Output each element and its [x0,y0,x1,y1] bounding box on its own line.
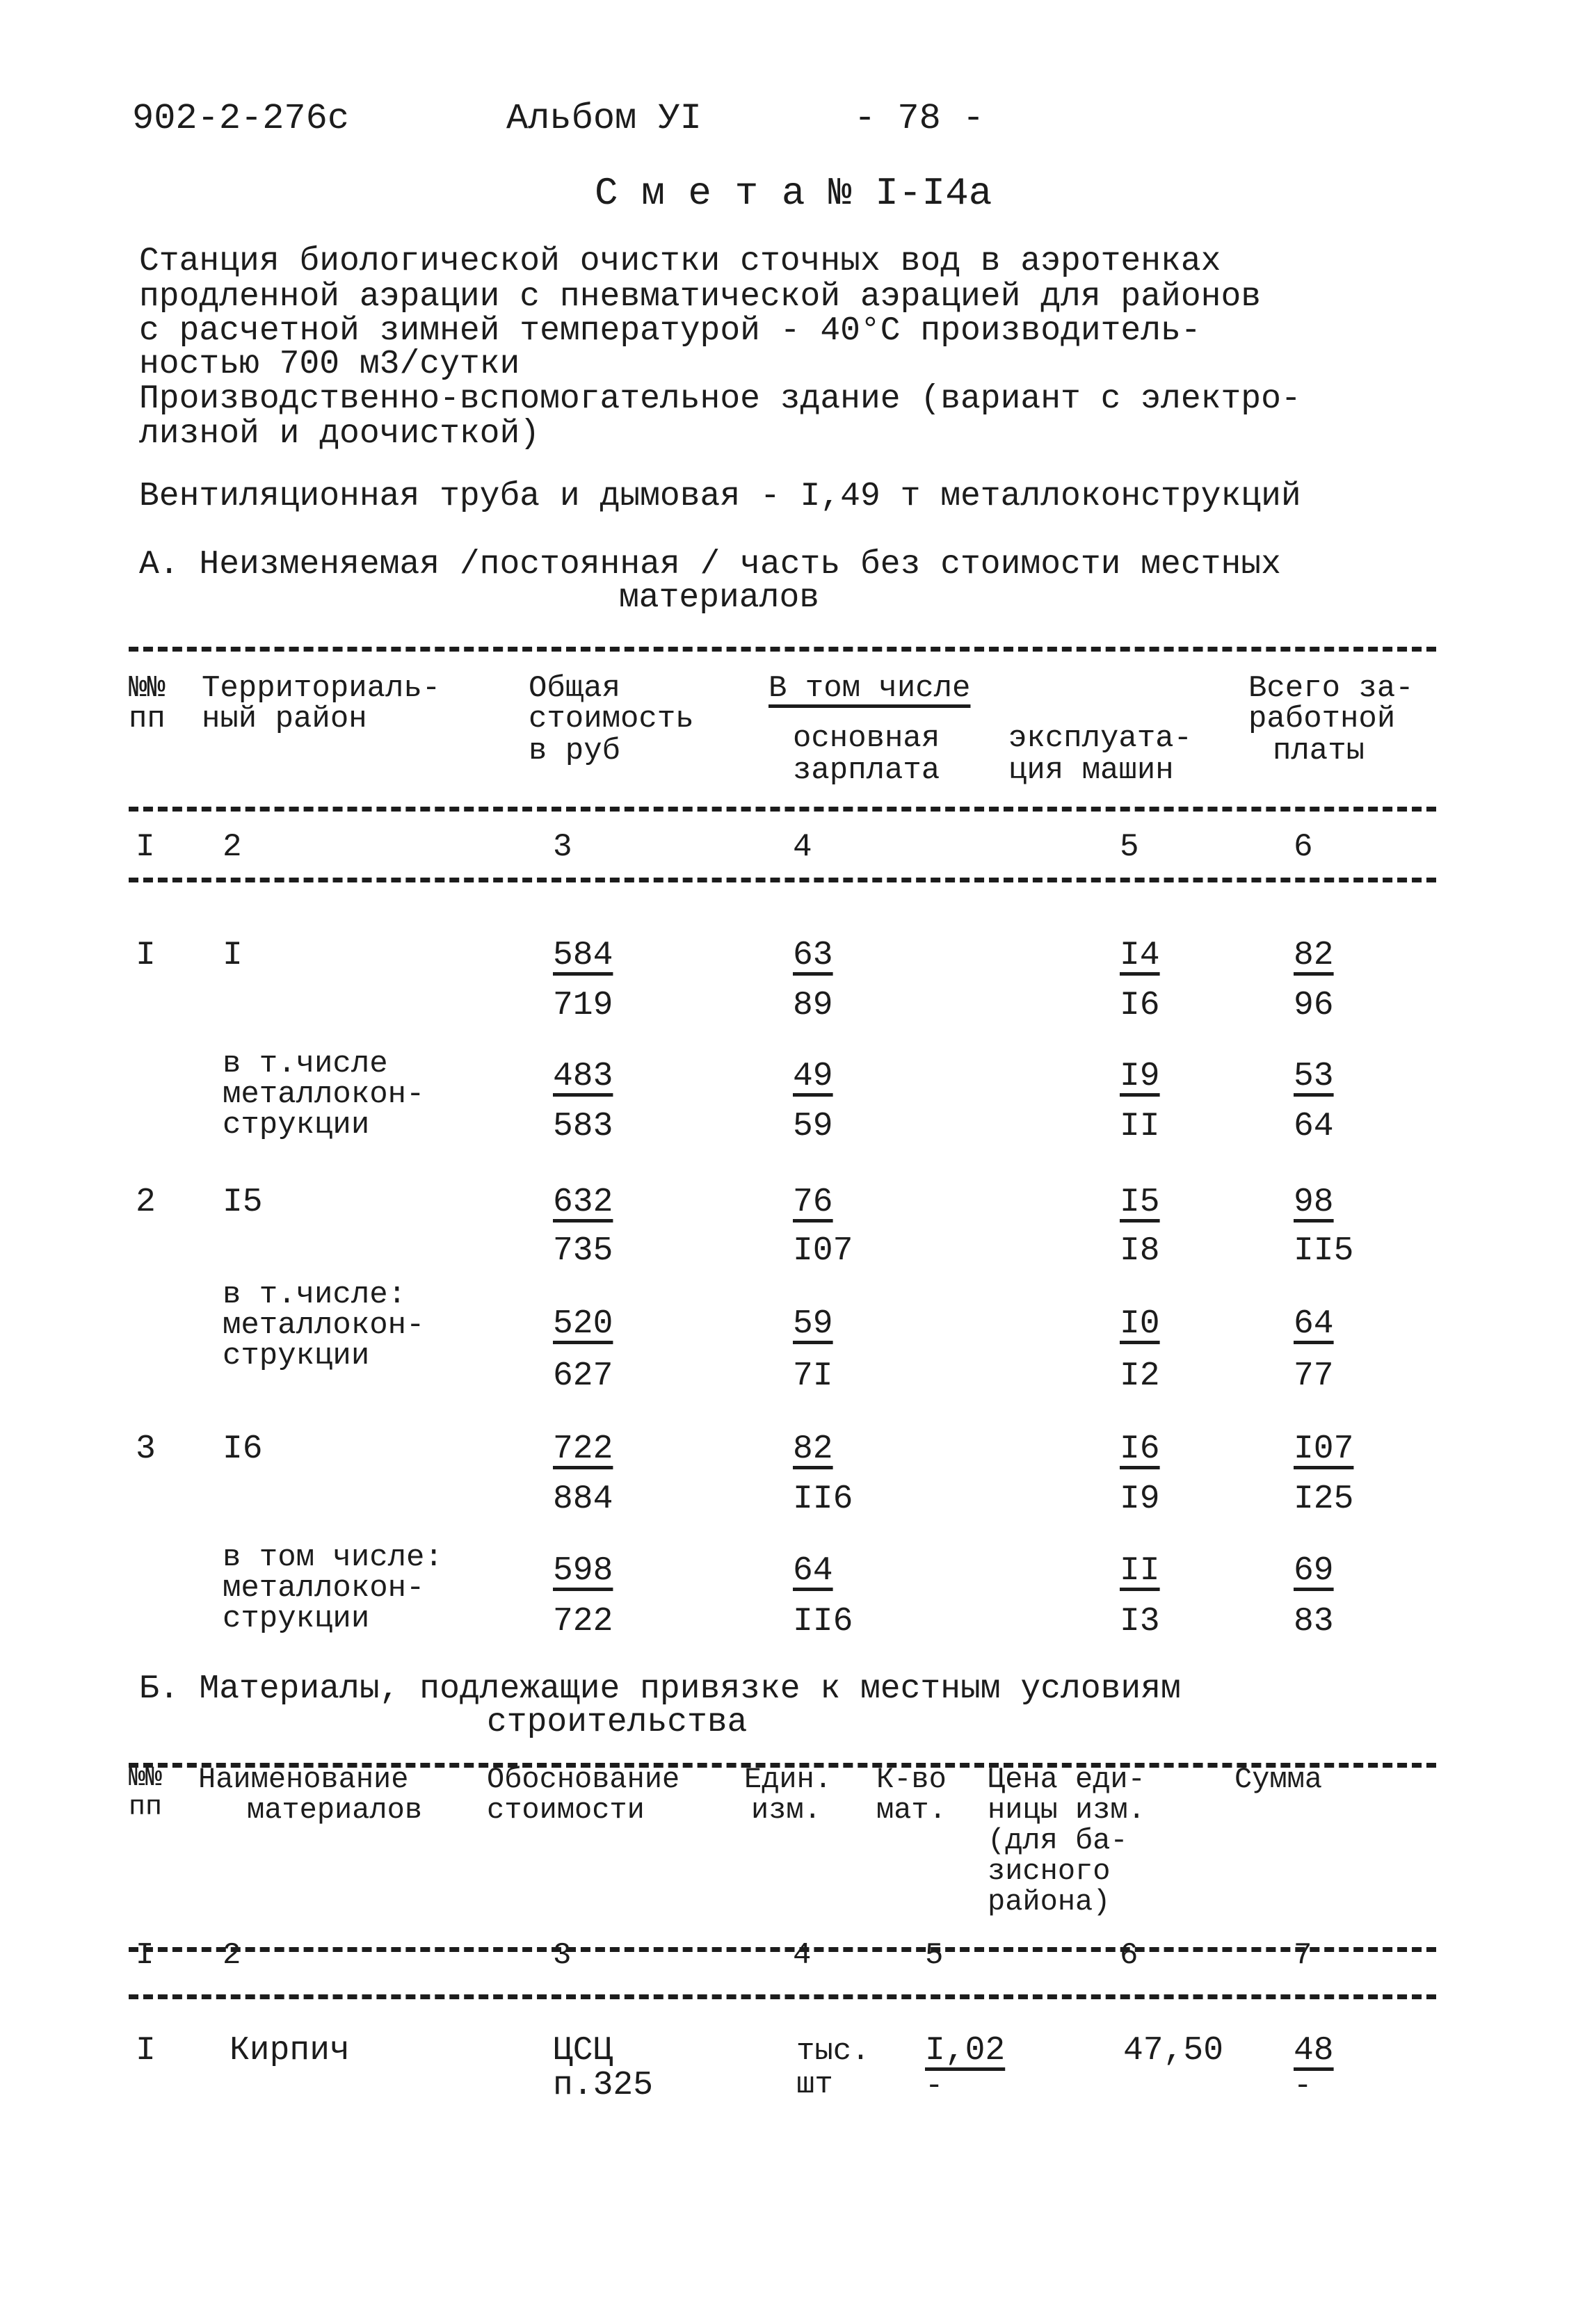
column-number: 7 [1294,1938,1312,1973]
dashed-rule [129,1763,1436,1768]
column-number: 4 [793,1938,812,1973]
sum: 48 [1294,2032,1334,2069]
cost-numerator: 584 [553,937,613,974]
row-label: струкции [223,1108,370,1143]
header-basis: Обоснование [487,1763,680,1796]
column-number: 3 [553,1938,572,1973]
machine-numerator: I9 [1120,1058,1160,1095]
header-total: Общая [529,671,621,706]
subject-line: Вентиляционная труба и дымовая - I,49 т металлоконструкций [139,478,1301,515]
column-number: 5 [1120,829,1139,865]
column-number: I [136,1938,154,1973]
column-number: 2 [223,1938,241,1973]
row-region: I5 [223,1184,263,1221]
cost-basis: п.325 [553,2067,654,2104]
cost-denominator: 583 [553,1108,613,1145]
all-wage-denominator: II5 [1294,1232,1354,1270]
header-total: в руб [529,734,621,768]
header-price: ницы изм. [988,1793,1145,1827]
wage-denominator: II6 [793,1603,853,1640]
row-label: металлокон- [223,1077,425,1112]
row-label: металлокон- [223,1308,425,1343]
cost-denominator: 627 [553,1357,613,1395]
row-label: в том числе: [223,1540,443,1575]
header-price: (для ба- [988,1824,1128,1857]
album-label: Альбом УI [506,98,702,139]
header-region: Территориаль- [202,671,441,706]
material-name: Кирпич [230,2032,350,2069]
all-wage-denominator: 77 [1294,1357,1334,1395]
all-wage-numerator: 82 [1294,937,1334,974]
header-all-wage: Всего за- [1248,671,1414,706]
wage-numerator: 63 [793,937,833,974]
header-total: стоимость [529,702,694,736]
wage-denominator: 7I [793,1357,833,1395]
all-wage-denominator: 83 [1294,1603,1334,1640]
dashed-rule [129,647,1436,652]
wage-numerator: 76 [793,1184,833,1221]
description-line: продленной аэрации с пневматической аэрацией для районов [139,278,1262,316]
header-unit: изм. [751,1793,821,1827]
header-basis: стоимости [487,1793,645,1827]
header-unit: Един. [744,1763,832,1796]
header-num: №№ [129,1763,163,1794]
row-region: I6 [223,1430,263,1468]
row-label: металлокон- [223,1571,425,1606]
document-code: 902-2-276с [132,98,350,139]
header-machines: эксплуата- [1008,721,1193,756]
header-num: пп [129,1792,163,1823]
cost-basis: ЦСЦ [553,2032,613,2069]
description-line: с расчетной зимней температурой - 40°С производитель- [139,312,1201,350]
all-wage-denominator: 96 [1294,987,1334,1024]
header-price: зисного [988,1855,1111,1888]
machine-denominator: I6 [1120,987,1160,1024]
description-line: Станция биологической очистки сточных вод в аэротенках [139,243,1221,280]
wage-numerator: 64 [793,1552,833,1590]
cost-numerator: 722 [553,1430,613,1468]
header-quantity: К-во [876,1763,947,1796]
header-all-wage: платы [1273,734,1365,768]
header-name: материалов [247,1793,423,1827]
machine-denominator: II [1120,1108,1160,1145]
row-number: 3 [136,1430,156,1468]
machine-numerator: I6 [1120,1430,1160,1468]
header-including: В том числе [769,671,971,706]
row-label: струкции [223,1601,370,1636]
row-label: в т.числе: [223,1277,407,1312]
row-number: I [136,2032,156,2069]
machine-denominator: I3 [1120,1603,1160,1640]
section-b-title-cont: строительства [487,1704,748,1741]
dashed-rule [129,1947,1436,1952]
cost-denominator: 884 [553,1480,613,1518]
header-sum: Сумма [1234,1763,1323,1796]
cost-denominator: 722 [553,1603,613,1640]
header-price: района) [988,1885,1111,1919]
section-b-title: Б. Материалы, подлежащие привязке к местным условиям [139,1670,1181,1708]
dashed-rule [129,807,1436,812]
header-machines: ция машин [1008,753,1174,788]
all-wage-numerator: 98 [1294,1184,1334,1221]
column-number: 5 [925,1938,944,1973]
all-wage-numerator: 69 [1294,1552,1334,1590]
column-number: 6 [1120,1938,1138,1973]
row-label: в т.числе [223,1047,388,1081]
all-wage-denominator: I25 [1294,1480,1354,1518]
column-number: 2 [223,829,242,865]
column-number: 4 [793,829,812,865]
quantity: I,02 [925,2032,1006,2069]
row-label: струкции [223,1339,370,1373]
sum-mark: - [1294,2069,1312,2104]
all-wage-numerator: 53 [1294,1058,1334,1095]
column-number: I [136,829,155,865]
dashed-rule [129,1994,1436,1999]
cost-numerator: 520 [553,1305,613,1343]
wage-numerator: 82 [793,1430,833,1468]
all-wage-numerator: 64 [1294,1305,1334,1343]
document-title: С м е т а № I-I4a [595,171,992,216]
header-quantity: мат. [876,1793,947,1827]
machine-numerator: II [1120,1552,1160,1590]
page-number: - 78 - [854,98,985,139]
dashed-rule [129,878,1436,882]
header-wage: основная [793,721,940,756]
wage-numerator: 49 [793,1058,833,1095]
row-region: I [223,937,243,974]
machine-denominator: I2 [1120,1357,1160,1395]
cost-numerator: 483 [553,1058,613,1095]
description-line: лизной и доочисткой) [139,415,540,453]
unit: шт [796,2067,833,2102]
column-number: 3 [553,829,572,865]
wage-numerator: 59 [793,1305,833,1343]
quantity-mark: - [925,2069,944,2104]
machine-numerator: I5 [1120,1184,1160,1221]
machine-numerator: I4 [1120,937,1160,974]
machine-denominator: I8 [1120,1232,1160,1270]
cost-numerator: 598 [553,1552,613,1590]
column-number: 6 [1294,829,1313,865]
wage-denominator: I07 [793,1232,853,1270]
row-number: I [136,937,156,974]
all-wage-numerator: I07 [1294,1430,1354,1468]
machine-denominator: I9 [1120,1480,1160,1518]
machine-numerator: I0 [1120,1305,1160,1343]
header-region: ный район [202,702,367,736]
header-all-wage: работной [1248,702,1396,736]
header-wage: зарплата [793,753,940,788]
header-name: Наименование [198,1763,409,1796]
cost-denominator: 735 [553,1232,613,1270]
section-a-title: А. Неизменяемая /постоянная / часть без стоимости местных [139,546,1281,583]
header-num: пп [129,702,166,736]
header-price: Цена еди- [988,1763,1145,1796]
cost-numerator: 632 [553,1184,613,1221]
cost-denominator: 719 [553,987,613,1024]
unit-price: 47,50 [1123,2032,1224,2069]
description-line: Производственно-вспомогательное здание (вариант с электро- [139,380,1301,418]
wage-denominator: II6 [793,1480,853,1518]
section-a-title-cont: материалов [619,579,820,617]
description-line: ностью 700 м3/сутки [139,346,520,383]
wage-denominator: 59 [793,1108,833,1145]
wage-denominator: 89 [793,987,833,1024]
header-num: №№ [129,671,166,706]
row-number: 2 [136,1184,156,1221]
all-wage-denominator: 64 [1294,1108,1334,1145]
unit: тыс. [796,2034,870,2069]
